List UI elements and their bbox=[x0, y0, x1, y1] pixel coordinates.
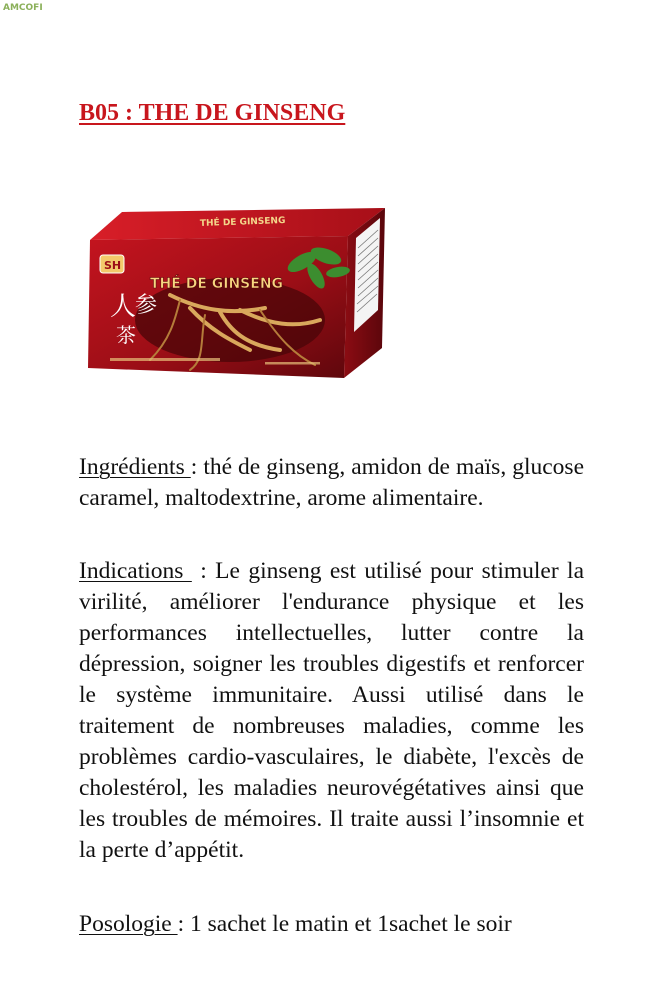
indications-paragraph bbox=[79, 556, 584, 866]
svg-text:茶: 茶 bbox=[116, 323, 136, 347]
ingredients-text: thé de ginseng, amidon de maïs, glucose caramel, maltodextrine, arome alimentaire. bbox=[79, 454, 585, 511]
posologie-separator: : bbox=[177, 911, 190, 937]
tea-box-icon bbox=[80, 200, 390, 385]
indications-label: Indications bbox=[79, 558, 192, 584]
posologie-text: 1 sachet le matin et 1sachet le soir bbox=[190, 911, 512, 937]
ingredients-separator: : bbox=[190, 454, 204, 480]
ingredients-paragraph bbox=[79, 452, 584, 514]
svg-text:参: 参 bbox=[135, 293, 158, 318]
posologie-label: Posologie bbox=[79, 911, 178, 937]
watermark-logo: AMCOFI bbox=[3, 3, 43, 13]
posologie-paragraph bbox=[79, 909, 584, 940]
page-title: B05 : THE DE GINSENG bbox=[79, 100, 346, 126]
product-image bbox=[80, 200, 390, 385]
svg-text:THÉ DE GINSENG: THÉ DE GINSENG bbox=[150, 276, 284, 292]
svg-text:THÉ DE GINSENG: THÉ DE GINSENG bbox=[199, 216, 286, 229]
ingredients-label: Ingrédients bbox=[79, 454, 191, 480]
indications-separator: : bbox=[191, 558, 216, 584]
indications-text: Le ginseng est utilisé pour stimuler la virilité, améliorer l'endurance physique et les performances intellectuelles, lutter contre la dépression, soigner les troubles digestifs et renforcer le système immunitaire. Aussi utilisé dans le traitement de nombreuses maladies, comme les problèmes cardio-vasculaires, le diabète, l'excès de cholestérol, les maladies neurovégétatives ainsi que les troubles de mémoires. Il traite aussi l’insomnie et la perte d’appétit. bbox=[79, 558, 585, 863]
svg-text:SH: SH bbox=[104, 259, 122, 272]
svg-text:人: 人 bbox=[110, 292, 137, 322]
